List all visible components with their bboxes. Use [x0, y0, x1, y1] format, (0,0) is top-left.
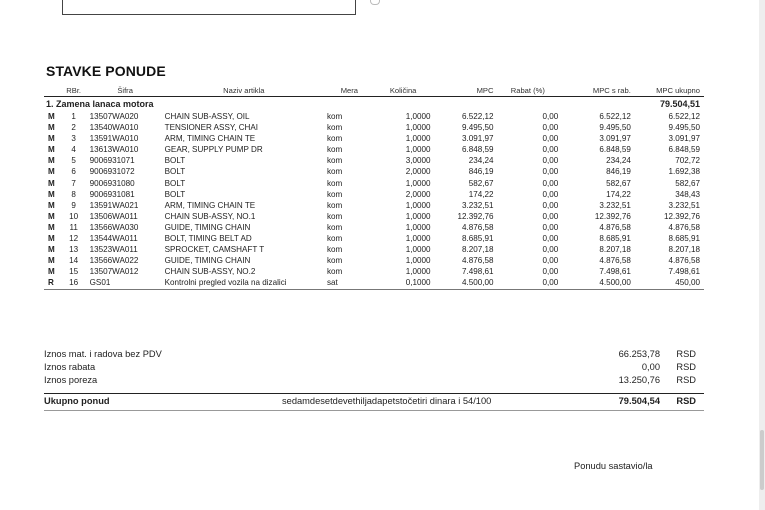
summary-row-bez-pdv: [44, 349, 704, 362]
rabat-label: Iznos rabata: [44, 362, 96, 372]
row-mpc: 7.498,61: [461, 267, 494, 277]
row-sifra: 13591WA021: [89, 200, 139, 210]
row-mpc-ukupno: 348,43: [675, 189, 700, 199]
row-rabat: 0,00: [542, 112, 559, 121]
row-sifra: 13507WA020: [89, 112, 139, 121]
row-mark: M: [48, 123, 55, 133]
row-sifra: GS01: [84, 277, 163, 289]
row-naziv: GUIDE, TIMING CHAIN: [164, 222, 251, 232]
row-mera: kom: [326, 145, 343, 155]
table-row: [44, 122, 704, 133]
row-mark: M: [48, 178, 55, 188]
row-mpc: 174,22: [468, 189, 494, 199]
row-sifra: 13544WA011: [89, 234, 138, 244]
row-kolicina: 1,0000: [405, 145, 431, 155]
row-mpc-rab: 8.207,18: [599, 245, 631, 255]
row-kolicina: 3,0000: [405, 156, 431, 166]
row-kolicina: 2,0000: [405, 189, 431, 199]
scrollbar[interactable]: [759, 0, 765, 510]
row-kolicina: 0,1000: [374, 277, 433, 289]
row-naziv: CHAIN SUB-ASSY, NO.1: [164, 211, 256, 221]
row-rbr: 6: [71, 167, 76, 177]
table-row: [44, 111, 704, 122]
row-mera: kom: [326, 222, 343, 232]
total-label: Ukupno ponud: [44, 396, 110, 406]
row-rbr: 14: [69, 256, 79, 266]
row-mpc-rab: 3.091,97: [599, 134, 631, 144]
row-mark: M: [48, 134, 55, 144]
row-mpc: 4.876,58: [461, 256, 494, 266]
row-rabat: 0,00: [542, 189, 559, 199]
row-mera: kom: [326, 112, 343, 121]
row-mpc: 3.091,97: [461, 134, 494, 144]
col-mpc-rab-header: MPC s rab.: [560, 84, 633, 97]
row-rbr: 3: [71, 134, 76, 144]
row-mpc-rab: 4.876,58: [599, 256, 631, 266]
row-rbr: 7: [71, 178, 76, 188]
table-row: [44, 266, 704, 277]
row-naziv: GEAR, SUPPLY PUMP DR: [164, 145, 263, 155]
row-mera: kom: [326, 267, 343, 277]
row-sifra: 13507WA012: [89, 267, 139, 277]
row-kolicina: 1,0000: [405, 211, 431, 221]
porez-value: 13.250,76: [618, 375, 660, 385]
row-mera: kom: [326, 178, 343, 188]
total-in-words: sedamdesetdevethiljadapetstočetiri dinara i 54/100: [282, 396, 492, 406]
section-title: STAVKE PONUDE: [46, 63, 166, 79]
group-label: 1. Zamena lanaca motora: [46, 99, 154, 109]
row-naziv: SPROCKET, CAMSHAFT T: [164, 245, 265, 255]
row-mera: kom: [326, 211, 343, 221]
row-mpc-ukupno: 702,72: [675, 156, 700, 166]
row-mpc-ukupno: 4.876,58: [668, 222, 700, 232]
row-mpc-rab: 12.392,76: [594, 211, 631, 221]
row-sifra: 13566WA030: [89, 222, 139, 232]
row-kolicina: 1,0000: [405, 134, 431, 144]
row-kolicina: 1,0000: [405, 222, 431, 232]
header-mark: [370, 0, 380, 5]
row-mpc: 846,19: [468, 167, 494, 177]
col-rbr-header: RBr.: [64, 84, 84, 97]
row-mpc: 234,24: [468, 156, 494, 166]
row-mera: kom: [326, 156, 343, 166]
row-mpc-ukupno: 6.522,12: [668, 112, 700, 121]
table-row: [44, 277, 704, 289]
row-sifra: 9006931071: [89, 156, 135, 166]
row-mera: kom: [326, 189, 343, 199]
row-mark: M: [48, 145, 55, 155]
col-sifra-header: Šifra: [84, 84, 163, 97]
col-naziv-header: Naziv artikla: [163, 84, 325, 97]
row-rabat: 0,00: [542, 200, 559, 210]
row-mpc-ukupno: 4.876,58: [668, 256, 700, 266]
row-sifra: 13613WA010: [89, 145, 139, 155]
currency-label: RSD: [676, 362, 696, 372]
row-mpc: 6.522,12: [461, 112, 494, 121]
row-sifra: 13540WA010: [89, 123, 139, 133]
row-mpc-ukupno: 450,00: [633, 277, 704, 289]
row-mera: kom: [326, 245, 343, 255]
table-row: [44, 189, 704, 200]
row-kolicina: 1,0000: [405, 245, 431, 255]
row-rabat: 0,00: [542, 234, 559, 244]
row-mpc-ukupno: 1.692,38: [668, 167, 700, 177]
row-mpc-ukupno: 9.495,50: [668, 123, 700, 133]
row-rabat: 0,00: [542, 123, 559, 133]
rabat-value: 0,00: [641, 362, 660, 372]
row-rbr: 11: [69, 222, 78, 232]
bez-pdv-label: Iznos mat. i radova bez PDV: [44, 349, 162, 359]
row-naziv: CHAIN SUB-ASSY, NO.2: [164, 267, 256, 277]
row-mpc-ukupno: 8.207,18: [668, 245, 700, 255]
row-mark: M: [48, 112, 55, 121]
row-mpc-rab: 234,24: [606, 156, 631, 166]
row-rbr: 15: [69, 267, 79, 277]
row-rbr: 8: [71, 189, 76, 199]
row-naziv: BOLT, TIMING BELT AD: [164, 234, 252, 244]
table-row: [44, 144, 704, 155]
table-row: [44, 211, 704, 222]
row-mpc: 4.876,58: [461, 222, 494, 232]
row-mera: kom: [326, 200, 343, 210]
row-naziv: CHAIN SUB-ASSY, OIL: [164, 112, 250, 121]
row-rabat: 0,00: [542, 267, 559, 277]
table-row: [44, 178, 704, 189]
row-sifra: 13566WA022: [89, 256, 139, 266]
row-mpc: 8.685,91: [461, 234, 494, 244]
row-mpc: 3.232,51: [461, 200, 494, 210]
total-value: 79.504,54: [618, 396, 660, 406]
row-rbr: 5: [71, 156, 76, 166]
row-rabat: 0,00: [542, 256, 559, 266]
row-kolicina: 1,0000: [405, 234, 431, 244]
row-rbr: 10: [69, 211, 79, 221]
row-mpc-ukupno: 12.392,76: [663, 211, 700, 221]
row-mpc: 9.495,50: [461, 123, 494, 133]
currency-label: RSD: [676, 349, 696, 359]
row-naziv: BOLT: [164, 156, 186, 166]
row-kolicina: 2,0000: [405, 167, 431, 177]
row-naziv: Kontrolni pregled vozila na dizalici: [163, 277, 325, 289]
row-rabat: 0,00: [542, 134, 559, 144]
row-sifra: 9006931081: [89, 189, 135, 199]
row-sifra: 9006931080: [89, 178, 135, 188]
summary-row-total: [44, 396, 704, 409]
row-mpc-rab: 9.495,50: [599, 123, 631, 133]
row-mpc-rab: 7.498,61: [599, 267, 631, 277]
row-naziv: ARM, TIMING CHAIN TE: [164, 134, 256, 144]
currency-label: RSD: [676, 396, 696, 406]
row-mpc: 12.392,76: [457, 211, 494, 221]
row-rbr: 13: [69, 245, 79, 255]
row-mpc-ukupno: 3.091,97: [668, 134, 700, 144]
row-mark: M: [48, 211, 55, 221]
row-mark: M: [48, 245, 55, 255]
row-mpc: 6.848,59: [461, 145, 494, 155]
row-naziv: BOLT: [164, 189, 186, 199]
row-rabat: 0,00: [542, 145, 559, 155]
row-mera: kom: [326, 123, 343, 133]
row-mpc-ukupno: 8.685,91: [668, 234, 700, 244]
row-mark: M: [48, 234, 55, 244]
porez-label: Iznos poreza: [44, 375, 98, 385]
row-mpc-rab: 582,67: [606, 178, 631, 188]
table-row: [44, 222, 704, 233]
row-mpc-rab: 4.500,00: [560, 277, 633, 289]
row-rabat: 0,00: [542, 167, 559, 177]
table-header-row: [44, 84, 704, 97]
row-mpc-ukupno: 7.498,61: [668, 267, 700, 277]
row-rbr: 2: [71, 123, 76, 133]
col-rabat-header: Rabat (%): [495, 84, 560, 97]
row-kolicina: 1,0000: [405, 200, 431, 210]
bottom-divider: [44, 410, 704, 411]
row-mpc-rab: 846,19: [606, 167, 631, 177]
row-naziv: GUIDE, TIMING CHAIN: [164, 256, 251, 266]
row-kolicina: 1,0000: [405, 178, 431, 188]
row-mera: sat: [325, 277, 374, 289]
row-kolicina: 1,0000: [405, 123, 431, 133]
row-naziv: ARM, TIMING CHAIN TE: [164, 200, 256, 210]
row-sifra: 13523WA011: [89, 245, 138, 255]
row-mpc-ukupno: 582,67: [675, 178, 700, 188]
row-mpc: 582,67: [468, 178, 494, 188]
row-kolicina: 1,0000: [405, 112, 431, 121]
row-rabat: 0,00: [542, 211, 559, 221]
row-sifra: 9006931072: [89, 167, 135, 177]
row-mera: kom: [326, 167, 343, 177]
row-rbr: 9: [71, 200, 76, 210]
row-mpc: 8.207,18: [461, 245, 494, 255]
row-rbr: 12: [69, 234, 79, 244]
row-mark: M: [48, 200, 55, 210]
row-mark: M: [48, 167, 55, 177]
row-rabat: 0,00: [542, 222, 559, 232]
row-kolicina: 1,0000: [405, 267, 431, 277]
row-rbr: 4: [71, 145, 76, 155]
table-row: [44, 255, 704, 266]
col-kolicina-header: Količina: [374, 84, 433, 97]
row-mpc-rab: 6.522,12: [599, 112, 631, 121]
row-rabat: 0,00: [542, 178, 559, 188]
row-mark: M: [48, 256, 55, 266]
header-box: [62, 0, 356, 15]
signature-label: Ponudu sastavio/la: [574, 461, 653, 471]
row-mark: M: [48, 222, 55, 232]
row-naziv: BOLT: [164, 167, 186, 177]
row-rabat: 0,00: [495, 277, 560, 289]
row-mpc-ukupno: 6.848,59: [668, 145, 700, 155]
row-naziv: TENSIONER ASSY, CHAI: [164, 123, 259, 133]
row-kolicina: 1,0000: [405, 256, 431, 266]
total-divider: [44, 393, 704, 394]
row-mark: M: [48, 156, 55, 166]
table-row: [44, 233, 704, 244]
row-sifra: 13591WA010: [89, 134, 139, 144]
row-mpc: 4.500,00: [432, 277, 495, 289]
table-row: [44, 200, 704, 211]
row-mpc-rab: 3.232,51: [599, 200, 631, 210]
offer-items-table: [44, 84, 704, 290]
table-row: [44, 244, 704, 255]
currency-label: RSD: [676, 375, 696, 385]
row-mpc-rab: 6.848,59: [599, 145, 631, 155]
row-rbr: 16: [64, 277, 84, 289]
group-row: [44, 97, 704, 112]
row-mpc-ukupno: 3.232,51: [668, 200, 700, 210]
col-mera-header: Mera: [325, 84, 374, 97]
table-row: [44, 155, 704, 166]
row-mark: M: [48, 189, 55, 199]
row-mpc-rab: 4.876,58: [599, 222, 631, 232]
row-mark: R: [44, 277, 64, 289]
row-rabat: 0,00: [542, 245, 559, 255]
row-rbr: 1: [71, 112, 76, 121]
row-naziv: BOLT: [164, 178, 186, 188]
col-mpc-header: MPC: [432, 84, 495, 97]
row-sifra: 13506WA011: [89, 211, 138, 221]
row-rabat: 0,00: [542, 156, 559, 166]
row-mera: kom: [326, 256, 343, 266]
summary-row-porez: [44, 375, 704, 388]
row-mera: kom: [326, 234, 343, 244]
table-row: [44, 166, 704, 177]
row-mark: M: [48, 267, 55, 277]
table-row: [44, 133, 704, 144]
col-mpc-ukupno-header: MPC ukupno: [633, 84, 704, 97]
col-mark-header: [44, 84, 64, 97]
group-total: 79.504,51: [659, 99, 700, 109]
row-mera: kom: [326, 134, 343, 144]
bez-pdv-value: 66.253,78: [618, 349, 660, 359]
scrollbar-thumb[interactable]: [760, 430, 764, 490]
row-mpc-rab: 8.685,91: [599, 234, 631, 244]
summary-row-rabat: [44, 362, 704, 375]
row-mpc-rab: 174,22: [606, 189, 631, 199]
